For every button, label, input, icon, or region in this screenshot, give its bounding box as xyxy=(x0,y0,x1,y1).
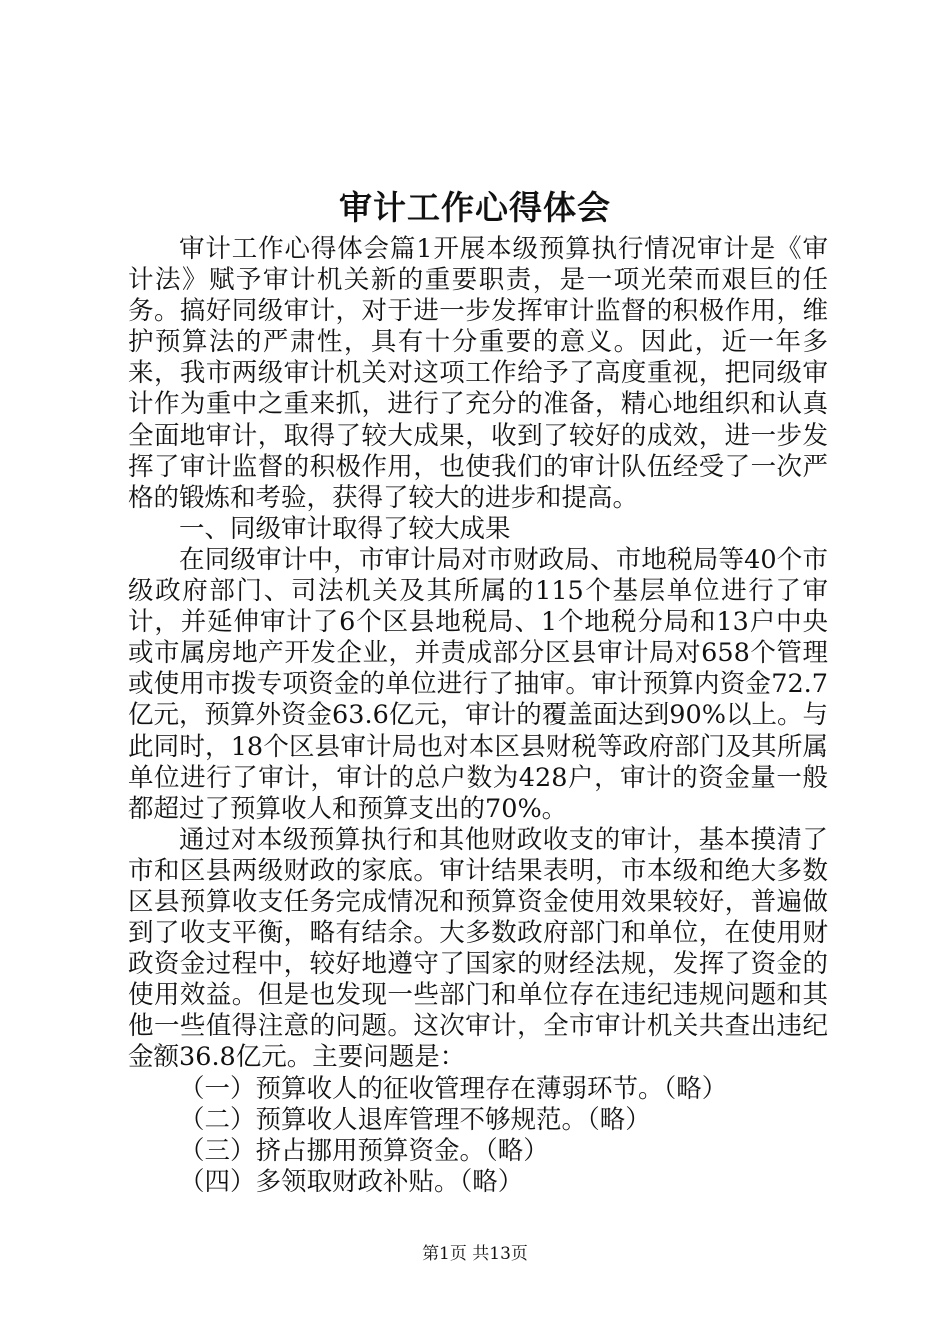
document-body xyxy=(128,234,828,1198)
problem-item-3: （三）挤占挪用预算资金。（略） xyxy=(179,1135,549,1166)
document-title: 审计工作心得体会 xyxy=(339,188,611,227)
page-number-footer: 第1页 共13页 xyxy=(422,1244,528,1264)
problem-item-1: （一）预算收人的征收管理存在薄弱环节。（略） xyxy=(179,1073,728,1104)
section-heading: 一、同级审计取得了较大成果 xyxy=(179,513,511,544)
problem-item-2: （二）预算收人退库管理不够规范。（略） xyxy=(179,1104,651,1135)
paragraph-audit-results: 通过对本级预算执行和其他财政收支的审计，基本摸清了市和区县两级财政的家底。审计结果表明，市本级和绝大多数区县预算收支任务完成情况和预算资金使用效果较好，普遍做到了收支平衡，略有结余。大多数政府部门和单位，在使用财政资金过程中，较好地遵守了国家的财经法规，发挥了资金的使用效益。但是也发现一些部门和单位存在违纪违规问题和其他一些值得注意的问题。这次审计，全市审计机关共查出违纪金额36.8亿元。主要问题是： xyxy=(128,824,828,1073)
paragraph-intro: 审计工作心得体会篇1开展本级预算执行情况审计是《审计法》赋予审计机关新的重要职责，是一项光荣而艰巨的任务。搞好同级审计，对于进一步发挥审计监督的积极作用，维护预算法的严肃性，具有十分重要的意义。因此，近一年多来，我市两级审计机关对这项工作给予了高度重视，把同级审计作为重中之重来抓，进行了充分的准备，精心地组织和认真全面地审计，取得了较大成果，收到了较好的成效，进一步发挥了审计监督的积极作用，也使我们的审计队伍经受了一次严格的锻炼和考验，获得了较大的进步和提高。 xyxy=(128,234,828,513)
paragraph-audit-scope: 在同级审计中，市审计局对市财政局、市地税局等40个市级政府部门、司法机关及其所属的115个基层单位进行了审计，并延伸审计了6个区县地税局、1个地税分局和13户中央或市属房地产开发企业，并责成部分区县审计局对658个管理或使用市拨专项资金的单位进行了抽审。审计预算内资金72.7亿元，预算外资金63.6亿元，审计的覆盖面达到90%以上。与此同时，18个区县审计局也对本区县财税等政府部门及其所属单位进行了审计，审计的总户数为428户，审计的资金量一般都超过了预算收人和预算支出的70%。 xyxy=(128,544,828,824)
problem-item-4: （四）多领取财政补贴。（略） xyxy=(179,1166,524,1197)
